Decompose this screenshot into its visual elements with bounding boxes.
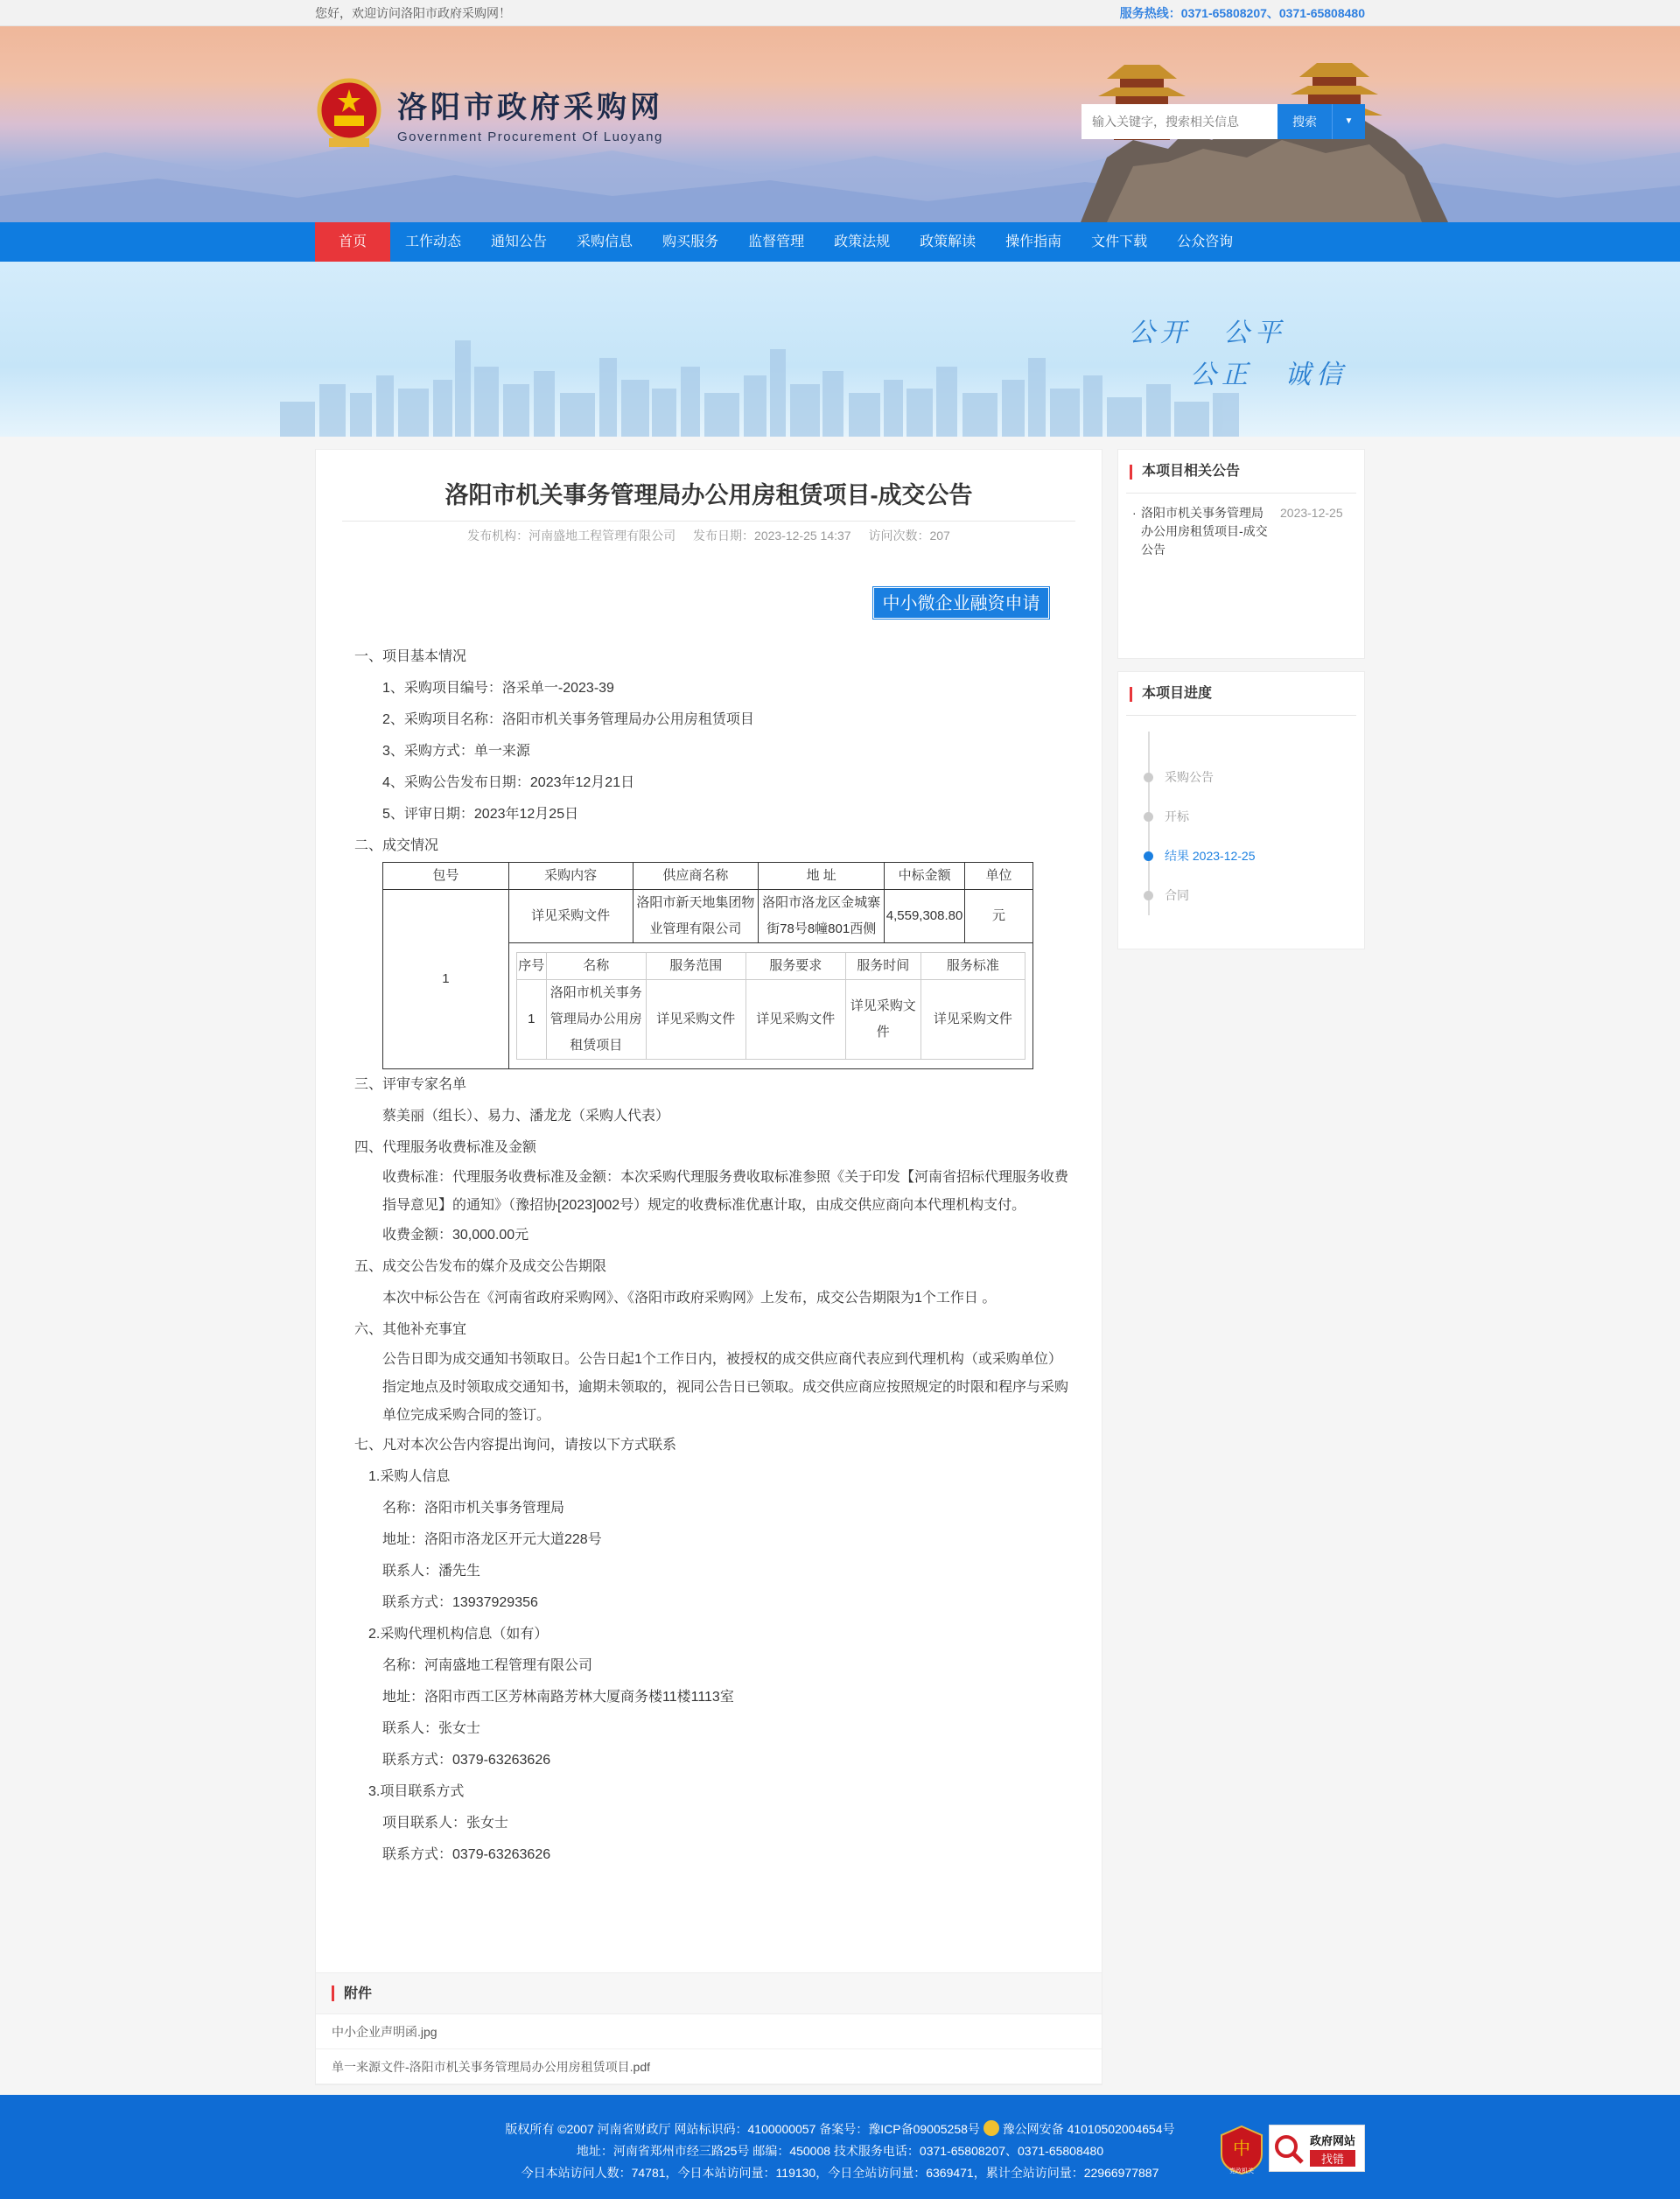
table-header: 序号	[516, 953, 546, 980]
progress-step-opening[interactable]	[1144, 808, 1189, 825]
section-heading: 六、其他补充事宜	[354, 1322, 467, 1337]
contact-heading: 2.采购代理机构信息（如有）	[368, 1627, 549, 1642]
city-banner	[0, 262, 1680, 437]
nav-item-notices[interactable]: 通知公告	[491, 235, 548, 249]
table-header: 单位	[965, 863, 1033, 890]
main-area	[315, 437, 1365, 2095]
police-badge-icon	[984, 2120, 999, 2136]
caret-down-icon: ▼	[1344, 116, 1354, 126]
table-header: 名称	[546, 953, 646, 980]
fee-standard: 收费标准：代理服务收费标准及金额：本次采购代理服务费收取标准参照《关于印发【河南省招标代理服务收费指导意见】的通知》（豫招协[2023]002号）规定的收费标准优惠计取，由成交供应商向本代理机构支付。	[382, 1170, 1069, 1213]
table-header: 服务标准	[920, 953, 1025, 980]
related-notice-date: 2023-12-25	[1280, 506, 1343, 520]
table-cell: 洛阳市机关事务管理局办公用房租赁项目	[546, 980, 646, 1060]
progress-step-label: 开标	[1165, 809, 1189, 823]
nav-item-procurement-info[interactable]: 采购信息	[577, 235, 634, 249]
attachment-link[interactable]: 单一来源文件-洛阳市机关事务管理局办公用房租赁项目.pdf	[316, 2049, 1102, 2084]
purchaser-name: 名称：洛阳市机关事务管理局	[382, 1501, 565, 1516]
step-dot-icon	[1144, 812, 1153, 822]
purchaser-phone: 联系方式：13937929356	[382, 1595, 538, 1610]
related-notices-title: 本项目相关公告	[1126, 450, 1356, 494]
progress-step-contract[interactable]	[1144, 886, 1189, 904]
section-heading: 七、凡对本次公告内容提出询问，请按以下方式联系	[354, 1438, 677, 1453]
party-gov-badge[interactable]	[1220, 2125, 1264, 2175]
table-cell: 详见采购文件	[746, 980, 845, 1060]
footer-copyright	[0, 2118, 1680, 2140]
section-heading: 二、成交情况	[354, 838, 439, 853]
attachments-heading	[316, 1972, 1102, 2014]
article-meta	[316, 527, 1102, 544]
title-divider	[342, 521, 1075, 522]
footer-stats: 今日本站访问人数：74781，今日本站访问量：119130，今日全站访问量：6369471，累计全站访问量：22966977887	[521, 2166, 1159, 2180]
search-dropdown[interactable]	[1332, 104, 1365, 139]
nav-item-news[interactable]: 工作动态	[405, 235, 462, 249]
national-emblem-icon	[315, 77, 383, 151]
search-input[interactable]	[1082, 104, 1278, 139]
table-header: 包号	[383, 863, 509, 890]
step-dot-icon	[1144, 773, 1153, 782]
nav-item-regulations[interactable]: 政策法规	[834, 235, 891, 249]
nav-item-home[interactable]: 首页	[315, 222, 390, 262]
step-dot-icon	[1144, 891, 1153, 900]
progress-timeline	[1118, 725, 1364, 902]
table-cell-address: 洛阳市洛龙区金城寨街78号8幢801西侧	[759, 890, 885, 943]
table-cell: 详见采购文件	[646, 980, 746, 1060]
footer-copyright-text: 版权所有 ©2007 河南省财政厅 网站标识码：4100000057 备案号：豫ICP备09005258号	[505, 2122, 980, 2136]
project-phone: 联系方式：0379-63263626	[382, 1847, 551, 1862]
party-gov-label: 党政机关	[1229, 2168, 1254, 2174]
expert-list: 蔡美丽（组长）、易力、潘龙龙（采购人代表）	[382, 1109, 670, 1124]
table-cell: 详见采购文件	[920, 980, 1025, 1060]
agency-phone: 联系方式：0379-63263626	[382, 1753, 551, 1768]
section-heading: 一、项目基本情况	[354, 649, 467, 664]
table-cell-unit: 元	[965, 890, 1033, 943]
table-cell-supplier: 洛阳市新天地集团物业管理有限公司	[633, 890, 759, 943]
project-progress-panel	[1117, 671, 1365, 949]
progress-step-label: 采购公告	[1165, 770, 1214, 784]
table-cell: 1	[516, 980, 546, 1060]
table-header: 供应商名称	[633, 863, 759, 890]
progress-step-result[interactable]	[1144, 847, 1256, 865]
nav-item-purchase-services[interactable]: 购买服务	[662, 235, 719, 249]
service-hotline: 服务热线：0371-65808207、0371-65808480	[1119, 6, 1365, 20]
table-header: 地 址	[759, 863, 885, 890]
main-nav	[0, 222, 1680, 262]
slogan-line-2: 公正 诚信	[1190, 360, 1348, 390]
purchaser-contact: 联系人：潘先生	[382, 1564, 481, 1579]
section-heading: 四、代理服务收费标准及金额	[354, 1140, 537, 1155]
find-error-label: 找错	[1310, 2150, 1355, 2167]
agency-address: 地址：洛阳市西工区芳林南路芳林大厦商务楼11楼1113室	[382, 1690, 734, 1705]
section-heading: 三、评审专家名单	[354, 1077, 467, 1092]
site-logo[interactable]	[315, 77, 663, 151]
progress-step-label: 结果 2023-12-25	[1165, 849, 1256, 863]
svg-text:中: 中	[1233, 2138, 1250, 2159]
article-views: 访问次数：207	[868, 529, 950, 543]
welcome-text: 您好，欢迎访问洛阳市政府采购网！	[315, 6, 511, 20]
attachments-title: 附件	[344, 1986, 373, 2001]
gov-site-label: 政府网站	[1310, 2134, 1356, 2147]
article-title: 洛阳市机关事务管理局办公用房租赁项目-成交公告	[444, 482, 973, 508]
table-header-row	[516, 953, 1025, 980]
contact-heading: 1.采购人信息	[368, 1469, 451, 1484]
contact-heading: 3.项目联系方式	[368, 1784, 465, 1799]
nav-item-guide[interactable]: 操作指南	[1005, 235, 1062, 249]
table-cell-service-detail	[508, 943, 1032, 1069]
site-name-en: Government Procurement Of Luoyang	[397, 130, 663, 144]
related-notice-link[interactable]: · 洛阳市机关事务管理局办公用房租赁项目-成交公告	[1130, 504, 1275, 559]
site-name: 洛阳市政府采购网	[397, 91, 663, 124]
table-row	[516, 980, 1025, 1060]
progress-step-label: 合同	[1165, 888, 1189, 902]
table-cell: 详见采购文件	[845, 980, 920, 1060]
supplementary-info: 公告日即为成交通知书领取日。公告日起1个工作日内，被授权的成交供应商代表应到代理机构（或采购单位）指定地点及时领取成交通知书，逾期未领取的，视同公告日已领取。成交供应商应按照规定的时限和程序与采购单位完成采购合同的签订。	[382, 1352, 1069, 1423]
service-table	[516, 952, 1026, 1060]
table-header-row	[383, 863, 1033, 890]
project-progress-title: 本项目进度	[1126, 672, 1356, 716]
project-number: 1、采购项目编号：洛采单一-2023-39	[382, 681, 614, 696]
related-notice-item[interactable]	[1118, 494, 1364, 570]
article-publisher: 发布机构：河南盛地工程管理有限公司	[467, 529, 676, 543]
section-heading: 五、成交公告发布的媒介及成交公告期限	[354, 1259, 607, 1274]
project-contact: 项目联系人：张女士	[382, 1816, 509, 1831]
top-bar	[0, 0, 1680, 26]
table-header: 服务范围	[646, 953, 746, 980]
table-row	[383, 890, 1033, 943]
magnifier-icon	[1273, 2133, 1305, 2165]
table-cell-content: 详见采购文件	[508, 890, 633, 943]
nav-item-downloads[interactable]: 文件下载	[1091, 235, 1148, 249]
attachments-section	[316, 1972, 1102, 2084]
nav-item-consultation[interactable]: 公众咨询	[1177, 235, 1234, 249]
publish-media: 本次中标公告在《河南省政府采购网》、《洛阳市政府采购网》上发布，成交公告期限为1个工作日 。	[382, 1291, 997, 1306]
article-panel	[315, 449, 1102, 2085]
related-notices-panel	[1117, 449, 1365, 659]
gov-site-error-badge[interactable]	[1269, 2125, 1365, 2172]
project-name: 2、采购项目名称：洛阳市机关事务管理局办公用房租赁项目	[382, 712, 754, 727]
nav-item-supervision[interactable]: 监督管理	[748, 235, 805, 249]
agency-contact: 联系人：张女士	[382, 1721, 481, 1736]
step-dot-icon	[1144, 851, 1153, 861]
footer-police-record[interactable]: 豫公网安备 41010502004654号	[1002, 2122, 1175, 2136]
table-cell-package: 1	[383, 890, 509, 1069]
nav-item-policy-interpretation[interactable]: 政策解读	[920, 235, 976, 249]
slogan-line-1: 公开 公平	[1129, 318, 1286, 348]
search-box	[1082, 104, 1365, 139]
notice-date: 4、采购公告发布日期：2023年12月21日	[382, 775, 635, 790]
fee-amount: 收费金额：30,000.00元	[382, 1228, 529, 1243]
agency-name: 名称：河南盛地工程管理有限公司	[382, 1658, 593, 1673]
search-button[interactable]: 搜索	[1278, 104, 1332, 139]
article-body	[354, 641, 1072, 1871]
attachment-link[interactable]: 中小企业声明函.jpg	[316, 2014, 1102, 2049]
purchaser-address: 地址：洛阳市洛龙区开元大道228号	[382, 1532, 602, 1547]
site-footer	[0, 2095, 1680, 2199]
deal-table	[382, 862, 1033, 1069]
table-header: 服务时间	[845, 953, 920, 980]
progress-step-notice[interactable]	[1144, 768, 1214, 786]
review-date: 5、评审日期：2023年12月25日	[382, 807, 579, 822]
table-header: 中标金额	[885, 863, 965, 890]
sme-finance-button[interactable]: 中小微企业融资申请	[873, 587, 1049, 619]
procurement-method: 3、采购方式：单一来源	[382, 744, 530, 759]
article-date: 发布日期：2023-12-25 14:37	[693, 529, 851, 543]
table-header: 采购内容	[508, 863, 633, 890]
table-cell-amount: 4,559,308.80	[885, 890, 965, 943]
footer-address: 地址：河南省郑州市经三路25号 邮编：450008 技术服务电话：0371-65808207、0371-65808480	[576, 2144, 1104, 2158]
site-header	[0, 26, 1680, 222]
table-header: 服务要求	[746, 953, 845, 980]
